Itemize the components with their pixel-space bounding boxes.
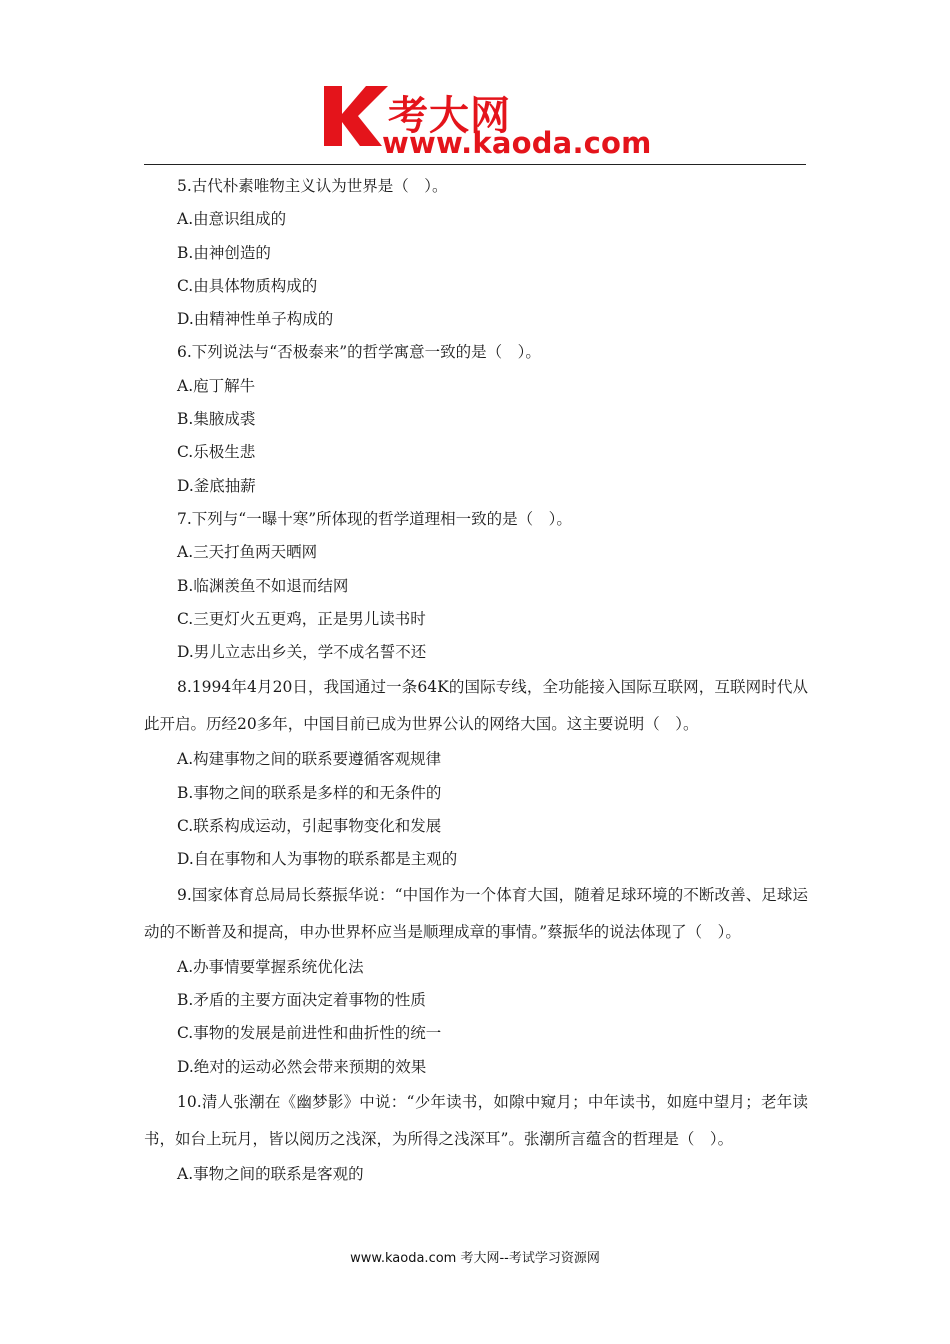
option-c: C.由具体物质构成的 [177, 276, 318, 295]
logo-chinese-name: 考大网 [388, 93, 511, 139]
logo-url: www.kaoda.com [382, 126, 652, 160]
option-b: B.由神创造的 [177, 243, 271, 262]
question-stem: 5.古代朴素唯物主义认为世界是（ ）。 [177, 177, 448, 195]
option-c: C.联系构成运动，引起事物变化和发展 [177, 817, 442, 836]
option-c: C.乐极生悲 [177, 443, 256, 462]
question-stem: 7.下列与“一曝十寒”所体现的哲学道理相一致的是（ ）。 [177, 509, 572, 528]
question-list [144, 170, 808, 1191]
option-d: D.釜底抽薪 [177, 476, 256, 495]
question-stem: 10.清人张潮在《幽梦影》中说：“少年读书，如隙中窥月；中年读书，如庭中望月；老年读书，如台上玩月，皆以阅历之浅深，为所得之浅深耳”。张潮所言蕴含的哲理是（ ）。 [144, 1092, 808, 1148]
logo-k-mark-icon [316, 80, 392, 152]
option-d: D.由精神性单子构成的 [177, 310, 334, 329]
option-c: C.三更灯火五更鸡，正是男儿读书时 [177, 609, 426, 628]
option-a: A.三天打鱼两天晒网 [177, 543, 318, 562]
option-d: D.自在事物和人为事物的联系都是主观的 [177, 850, 458, 869]
option-b: B.矛盾的主要方面决定着事物的性质 [177, 990, 426, 1009]
option-a: A.办事情要掌握系统优化法 [177, 957, 364, 976]
option-d: D.绝对的运动必然会带来预期的效果 [177, 1057, 427, 1076]
question-stem: 8.1994年4月20日，我国通过一条64K的国际专线，全功能接入国际互联网，互联网时代从此开启。历经20多年，中国目前已成为世界公认的网络大国。这主要说明（ ）。 [144, 678, 808, 734]
option-d: D.男儿立志出乡关，学不成名誓不还 [177, 643, 427, 662]
option-a: A.庖丁解牛 [177, 376, 256, 395]
question-stem: 6.下列说法与“否极泰来”的哲学寓意一致的是（ ）。 [177, 343, 541, 362]
option-a: A.构建事物之间的联系要遵循客观规律 [177, 750, 442, 769]
option-a: A.事物之间的联系是客观的 [177, 1164, 364, 1183]
option-a: A.由意识组成的 [177, 210, 287, 229]
page-footer: www.kaoda.com 考大网--考试学习资源网 [350, 1251, 600, 1266]
kaoda-logo [316, 80, 652, 160]
option-b: B.集腋成裘 [177, 410, 256, 429]
option-b: B.事物之间的联系是多样的和无条件的 [177, 783, 442, 802]
header-divider [144, 164, 806, 165]
option-c: C.事物的发展是前进性和曲折性的统一 [177, 1024, 442, 1043]
option-b: B.临渊羡鱼不如退而结网 [177, 576, 349, 595]
question-stem: 9.国家体育总局局长蔡振华说：“中国作为一个体育大国，随着足球环境的不断改善、足球运动的不断普及和提高，申办世界杯应当是顺理成章的事情。”蔡振华的说法体现了（ ）。 [144, 885, 808, 941]
